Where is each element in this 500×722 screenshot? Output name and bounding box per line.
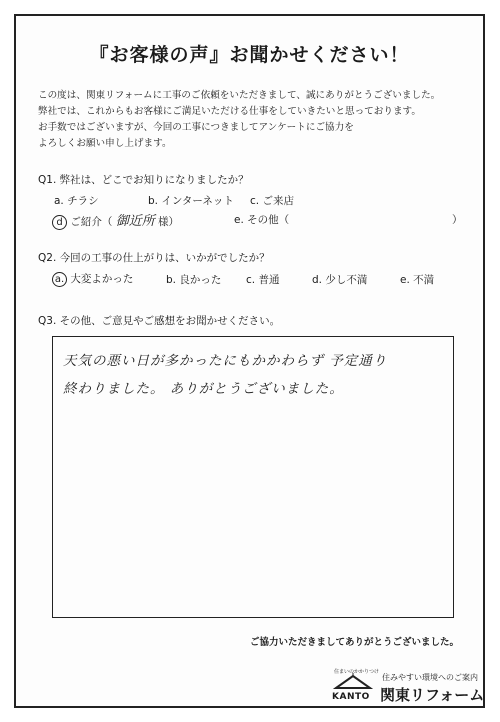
q1-option-d-suffix: 様）	[158, 216, 180, 228]
answer-box[interactable]	[52, 336, 454, 618]
question-3: Q3. その他、ご意見やご感想をお聞かせください。	[38, 315, 281, 327]
q2-option-c[interactable]: c. 普通	[246, 274, 280, 286]
q2-option-d[interactable]: d. 少し不満	[312, 274, 368, 286]
intro-line: この度は、関東リフォームに工事のご依頼をいただきまして、誠にありがとうございました。	[38, 90, 441, 101]
q2-option-e[interactable]: e. 不満	[400, 274, 435, 286]
selected-circle-mark: a.	[52, 272, 67, 287]
survey-sheet	[14, 14, 485, 708]
q1-option-e-close: ）	[452, 214, 463, 226]
question-1: Q1. 弊社は、どこでお知りになりましたか？	[38, 174, 249, 186]
question-2: Q2. 今回の工事の仕上がりは、いかがでしたか？	[38, 252, 270, 264]
q1-option-c[interactable]: c. ご来店	[250, 195, 294, 207]
q1-option-d[interactable]	[52, 210, 179, 230]
house-logo-icon	[332, 668, 380, 706]
q2-option-a[interactable]	[52, 271, 133, 287]
intro-line: よろしくお願い申し上げます。	[38, 138, 172, 149]
intro-text	[38, 88, 468, 152]
logo-top-text: 住まいのかかりつけ	[334, 669, 380, 675]
handwritten-answer-line: 終わりました。 ありがとうございました。	[63, 381, 344, 397]
handwritten-answer-line: 天気の悪い日が多かったにもかかわらず 予定通り	[63, 353, 388, 369]
q1-option-a[interactable]: a. チラシ	[54, 195, 99, 207]
intro-line: お手数ではございますが、今回の工事につきましてアンケートにご協力を	[38, 122, 354, 133]
q1-option-b[interactable]: b. インターネット	[148, 195, 234, 207]
q1-option-e[interactable]: e. その他（	[234, 214, 290, 226]
q1-option-d-label: ご紹介（	[70, 216, 113, 228]
logo-mark-text: KANTO	[332, 692, 370, 702]
thanks-message: ご協力いただきましてありがとうございました。	[249, 637, 459, 648]
intro-line: 弊社では、これからもお客様にご満足いただける仕事をしていきたいと思っております。	[38, 106, 421, 117]
handwritten-referrer: 御近所	[115, 214, 155, 229]
q2-option-b[interactable]: b. 良かった	[166, 274, 222, 286]
selected-circle-mark: d	[52, 215, 67, 230]
company-tagline: 住みやすい環境へのご案内	[382, 673, 478, 682]
company-name: 関東リフォーム	[380, 686, 485, 704]
company-logo	[332, 668, 485, 706]
page-title: 『お客様の声』お聞かせください！	[89, 44, 410, 66]
q2-option-a-label: 大変よかった	[70, 273, 134, 285]
